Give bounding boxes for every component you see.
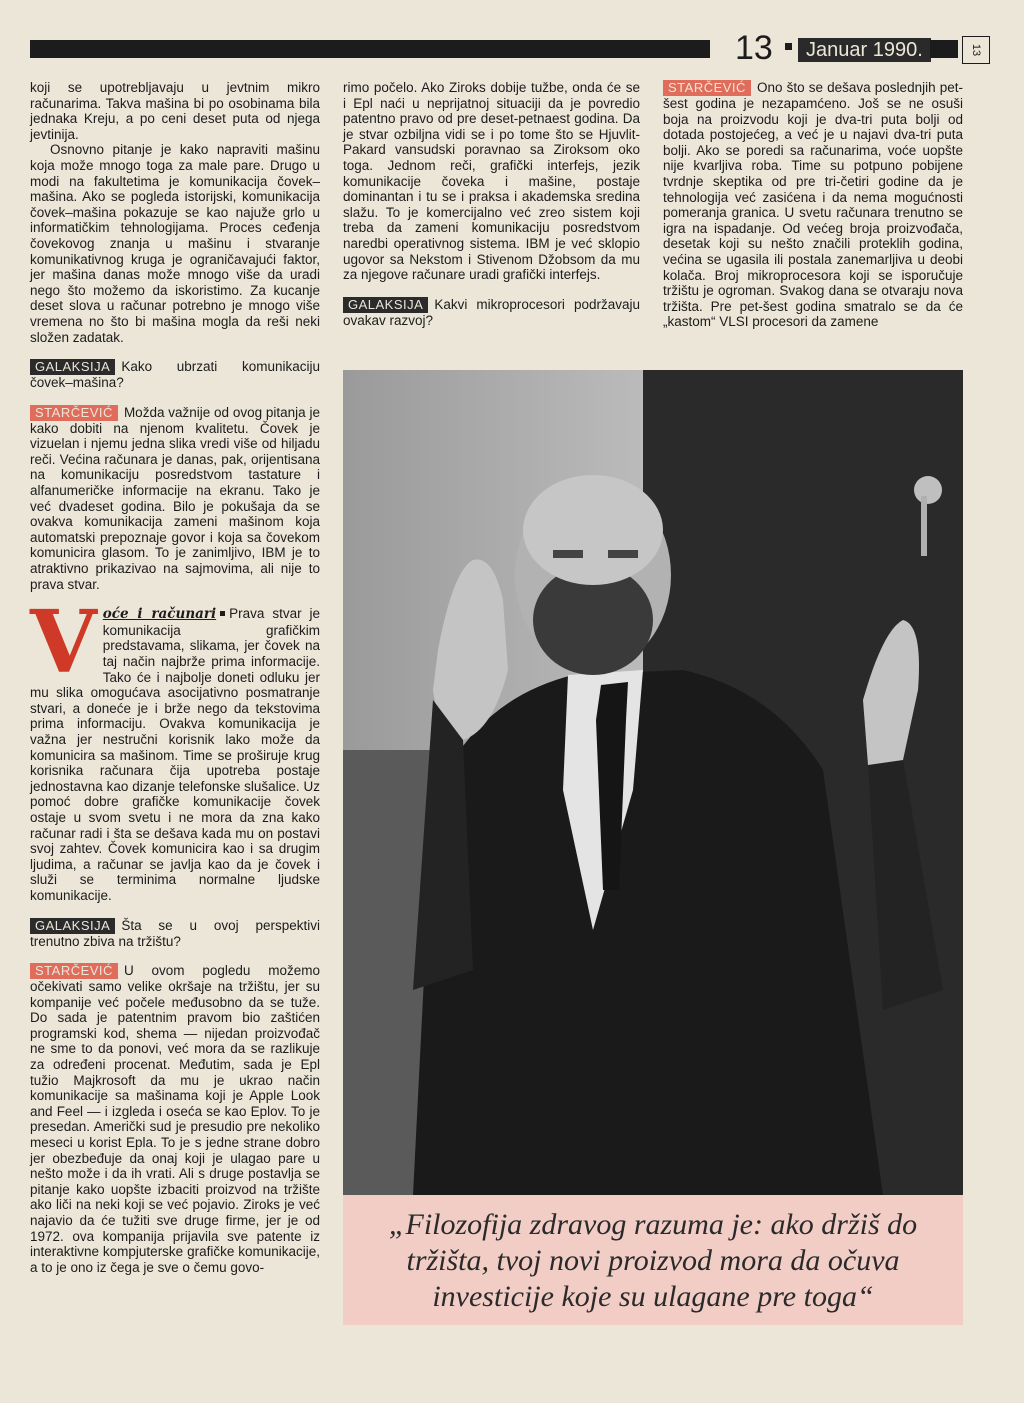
- question-text: Kakvi mikroprocesori podržavaju ovakav razvoj?: [343, 296, 640, 328]
- pull-quote-text: „Filozofija zdravog razuma je: ako držiš do tržišta, tvoj novi proizvod mora da očuva investicije koje su ulagane pre toga“: [388, 1208, 918, 1313]
- galaksija-tag: GALAKSIJA: [30, 918, 115, 934]
- paragraph: koji se upotrebljavaju u jevtnim mikro računarima. Takva mašina bi po osobinama bila jednaka Kreju, a po ceni deset puta od njega jevtinija.: [30, 80, 320, 142]
- header-bar: [30, 40, 710, 58]
- question: [30, 359, 320, 391]
- column-1: [30, 80, 320, 1275]
- answer: [30, 963, 320, 1275]
- answer-text: Možda važnije od ovog pitanja je kako dobiti na njenom kvalitetu. Čovek je vizuelan i njemu jedna slika vredi više od hiljadu reči. Većina računara je danas, pak, orijentisana na komunikaciju posredstvom tastature i alfanumeričke informacije na ekranu. Tako je već dvadeset godina. Bilo je pokušaja da se ovakva komunikacija zameni mašinom koja automatski prepoznaje govor i koja sa čovekom komunicira glasom. To je zanimljivo, IBM je to atraktivno prikazivao na sajmovima, ali nije to prava stvar.: [30, 404, 320, 592]
- pull-quote: [343, 1195, 963, 1325]
- header-square-icon: [785, 43, 792, 50]
- starcevic-tag: STARČEVIĆ: [30, 405, 118, 421]
- question: [30, 918, 320, 950]
- issue-date: Januar 1990.: [798, 38, 931, 62]
- subheading: oće i računari: [102, 606, 217, 623]
- answer-text: U ovom pogledu možemo očekivati samo velike okršaje na tržištu, jer su kompanije već počele međusobno da se tuže. Do sada je patentnim pravom bio zaštićen programski kod, shema — nijedan proizvođač ne sme to da ponovi, već mora da se razlikuje za određeni procenat. Međutim, sada je Epl tužio Majkrosoft da mu je ukrao način komunikacije sa mašinama koji je Apple Look and Feel — i izgleda i oseća se kao Eplov. To je presedan. Američki sud je presudio pre nekoliko meseci u korist Epla. To je s jedne strane dobro jer obezbeđuje da onaj koji je ulagao pare u nešto može i da ih vrati. Ali s druge postavlja se pitanje kako uopšte izbaciti proizvod na tržište ako liči na neki koji se već pojavio. Ziroks je već najavio da će tužiti sve druge firme, jer je od 1972. ova kompanija prijavila sve patente iz interaktivne kompjuterske grafičke komunikacije, a to je ono iz čega je sve o čemu govo-: [30, 963, 320, 1275]
- page-number: 13: [735, 29, 773, 67]
- starcevic-tag: STARČEVIĆ: [663, 80, 751, 96]
- question: [343, 297, 640, 329]
- question-text: Šta se u ovoj perspektivi trenutno zbiva na tržištu?: [30, 917, 320, 949]
- paragraph: Prava stvar je komunikacija grafičkim predstavama, slikama, jer čovek na taj način najbrže prima informacije. Tako će i najbolje doneti odluku jer mu slika omogućava asocijativno posmatranje stvari, a doneće je i brže nego da tekstovima prima informaciju. Ovakva komunikacija je važna jer nestručni korisnik lako može da komunicira sa mašinom. Time se proširuje krug korisnika računara čija upotreba postaje jednostavna kao dizanje telefonske slušalice. Uz pomoć dobre grafičke komunikacije čovek ostaje u svom svetu i ne mora da zna kako računar radi i šta se dešava kada mu on postavi svoj zahtev. Čovek komunicira kao i sa drugim ljudima, a računar se javlja kao da je čovek i služi se terminima normalne ljudske komunikacije.: [30, 606, 320, 903]
- paragraph: rimo počelo. Ako Ziroks dobije tužbe, onda će se i Epl naći u nepriјatnoj situaciji da je povredio patentno pravo od pre deset-petnaest godina. Da je stvar ozbiljna vidi se i po tome što se Hjuvlit-Pakard vansudski poravnao sa Ziroksom oko toga. Jednom reči, grafički interfejs, jezik komunikacije čoveka i mašine, postaje dominantan i tu se i praksa i akademska sredina slažu. To je komercijalno već zreo sistem koji treba da zameni komunikaciju posredstvom naredbi operativnog sistema. IBM je već sklopio ugovor sa Nekstom i Stivenom Džobsom da mu za njegove računare uradi grafički interfejs.: [343, 80, 640, 283]
- galaksija-tag: GALAKSIJA: [30, 359, 115, 375]
- side-page-number: 13: [962, 36, 990, 64]
- answer: [30, 405, 320, 593]
- galaksija-tag: GALAKSIJA: [343, 297, 428, 313]
- answer-text: Ono što se dešava poslednjih pet-šest godina je nezapamćeno. Još se ne osuši boja na proizvodu koji je dva-tri puta bolji od dotada postojećeg, a već je u najavi dva-tri puta bolji. Ako se poredi sa računarima, voće uopšte nije kvarljiva roba. Time su potpuno pobijene tvrdnje skeptika od pre tri-četiri godine da je tehnologija već zasićena i da nema mogućnosti pomeranja granica. U svetu računara trenutno se igra na ispadanje. Od većeg broja proizvođača, desetak koji su nešto značili proteklih godina, većina se ugasila ili postala zanemarljiva u deobi kolača. Broj mikroprocesora koji se isporučuje tržištu je ogroman. Svakog dana se otvaraju nova tržišta. Pre pet-šest godina smatralo se da će „kastom“ VLSI procesori da zamene: [663, 80, 963, 330]
- paragraph: Osnovno pitanje je kako napraviti mašinu koja može mnogo toga za male pare. Drugo u modi na fakultetima je komunikacija čovek–mašina. Ako se pogleda istorijski, komunikacija čovek–mašina pokazuje se kao najuže grlo u informatičkim tehnologijama. Proces ceđenja čovekovog znanja u mašinu i stvaranje komunikativnog kruga je ograničavajući faktor, jer mašina danas može mnogo više da uradi nego što možemo da iskoristimo. Za kucanje deset slova u računar potrebno je mnogo više vremena no što bi mašina mogla da reši neki složen zadatak.: [30, 142, 320, 345]
- column-2: [343, 80, 640, 328]
- header-bar-end: [930, 40, 958, 58]
- answer: [663, 80, 963, 330]
- question-text: Kako ubrzati komunikaciju čovek–mašina?: [30, 359, 320, 391]
- photo-illustration: [343, 370, 963, 1195]
- drop-cap: V: [30, 592, 97, 694]
- bullet-square-icon: [220, 611, 225, 616]
- starcevic-tag: STARČEVIĆ: [30, 963, 118, 979]
- section: [30, 592, 320, 903]
- interview-photo: [343, 370, 963, 1195]
- column-3: [663, 80, 963, 330]
